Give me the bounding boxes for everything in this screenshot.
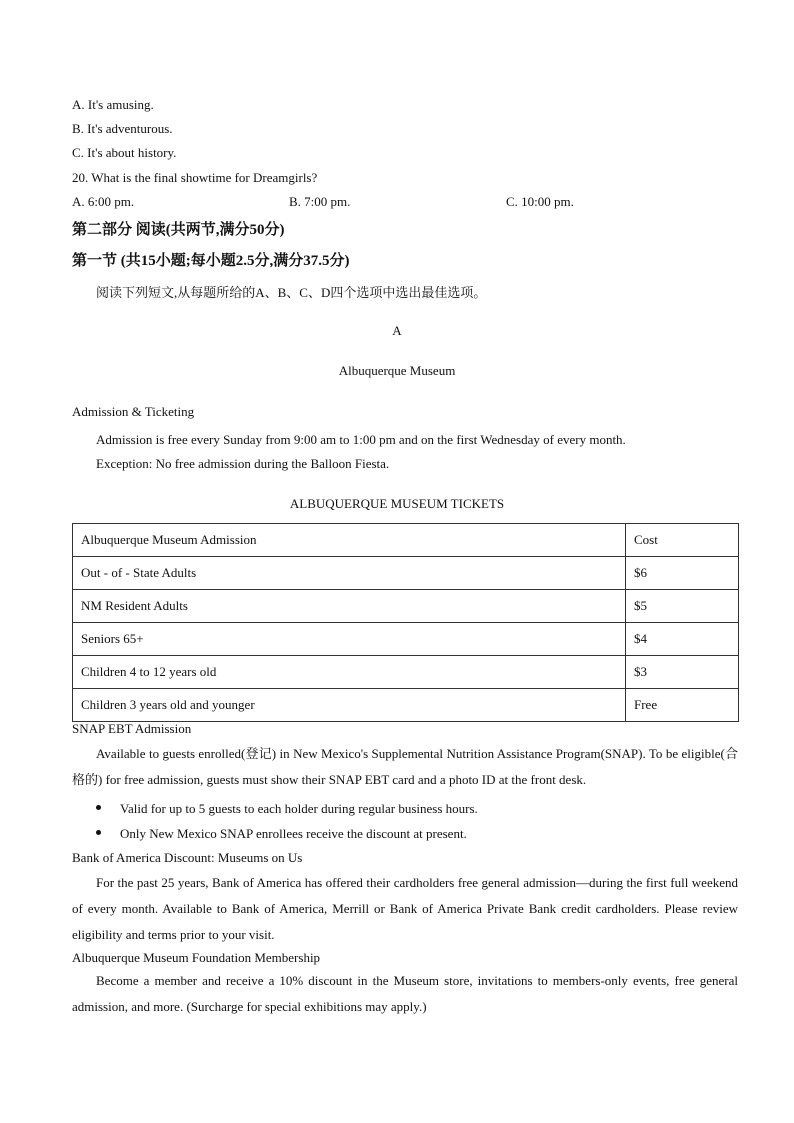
bullet-text: Only New Mexico SNAP enrollees receive the discount at present. bbox=[120, 826, 467, 841]
table-caption: ALBUQUERQUE MUSEUM TICKETS bbox=[289, 496, 505, 511]
passage-letter: A bbox=[392, 323, 402, 338]
table-row bbox=[73, 590, 739, 623]
bullet-text: Valid for up to 5 guests to each holder during regular business hours. bbox=[120, 801, 478, 816]
question-20: 20. What is the final showtime for Dreamgirls? bbox=[72, 170, 318, 185]
part-title: 第二部分 阅读(共两节,满分50分) bbox=[72, 222, 285, 238]
snap-paragraph: Available to guests enrolled(登记) in New Mexico's Supplemental Nutrition Assistance Program(SNAP). To be eligible(合格的) for free admission, guests must show their SNAP EBT card and a photo ID at the front desk. bbox=[72, 746, 738, 787]
option-a: A. It's amusing. bbox=[72, 97, 154, 112]
passage-title: Albuquerque Museum bbox=[338, 363, 456, 378]
bullet-icon bbox=[96, 805, 101, 810]
table-cell: Free bbox=[626, 689, 739, 722]
table-header-cost: Cost bbox=[626, 524, 739, 557]
q20-option-b: B. 7:00 pm. bbox=[289, 194, 351, 209]
q20-option-c: C. 10:00 pm. bbox=[506, 194, 574, 209]
table-cell: $4 bbox=[626, 623, 739, 656]
table-cell: NM Resident Adults bbox=[73, 590, 626, 623]
table-cell: Out - of - State Adults bbox=[73, 557, 626, 590]
section-title: 第一节 (共15小题;每小题2.5分,满分37.5分) bbox=[72, 253, 350, 269]
boa-paragraph: For the past 25 years, Bank of America has offered their cardholders free general admission—during the first full weekend of every month. Available to Bank of America, Merrill or Bank of America Private Bank credit cardholders. Please review eligibility and terms prior to your visit. bbox=[72, 875, 738, 942]
admission-heading: Admission & Ticketing bbox=[72, 404, 195, 419]
table-cell: Seniors 65+ bbox=[73, 623, 626, 656]
table-header-row bbox=[73, 524, 739, 557]
admission-line-2: Exception: No free admission during the Balloon Fiesta. bbox=[96, 456, 390, 471]
bullet-icon bbox=[96, 830, 101, 835]
table-cell: $5 bbox=[626, 590, 739, 623]
boa-heading: Bank of America Discount: Museums on Us bbox=[72, 850, 303, 865]
membership-heading: Albuquerque Museum Foundation Membership bbox=[72, 950, 321, 965]
table-cell: $6 bbox=[626, 557, 739, 590]
table-row bbox=[73, 557, 739, 590]
q20-option-a: A. 6:00 pm. bbox=[72, 194, 135, 209]
tickets-table bbox=[72, 523, 739, 722]
table-header-admission: Albuquerque Museum Admission bbox=[73, 524, 626, 557]
snap-heading: SNAP EBT Admission bbox=[72, 721, 192, 736]
option-b: B. It's adventurous. bbox=[72, 121, 173, 136]
table-row bbox=[73, 656, 739, 689]
admission-line-1: Admission is free every Sunday from 9:00 am to 1:00 pm and on the first Wednesday of every month. bbox=[96, 432, 626, 447]
table-cell: Children 3 years old and younger bbox=[73, 689, 626, 722]
option-c: C. It's about history. bbox=[72, 145, 177, 160]
table-cell: $3 bbox=[626, 656, 739, 689]
instruction: 阅读下列短文,从每题所给的A、B、C、D四个选项中选出最佳选项。 bbox=[96, 285, 487, 300]
table-row bbox=[73, 623, 739, 656]
membership-paragraph: Become a member and receive a 10% discount in the Museum store, invitations to members-only events, free general admission, and more. (Surcharge for special exhibitions may apply.) bbox=[72, 973, 738, 1014]
table-row bbox=[73, 689, 739, 722]
table-cell: Children 4 to 12 years old bbox=[73, 656, 626, 689]
